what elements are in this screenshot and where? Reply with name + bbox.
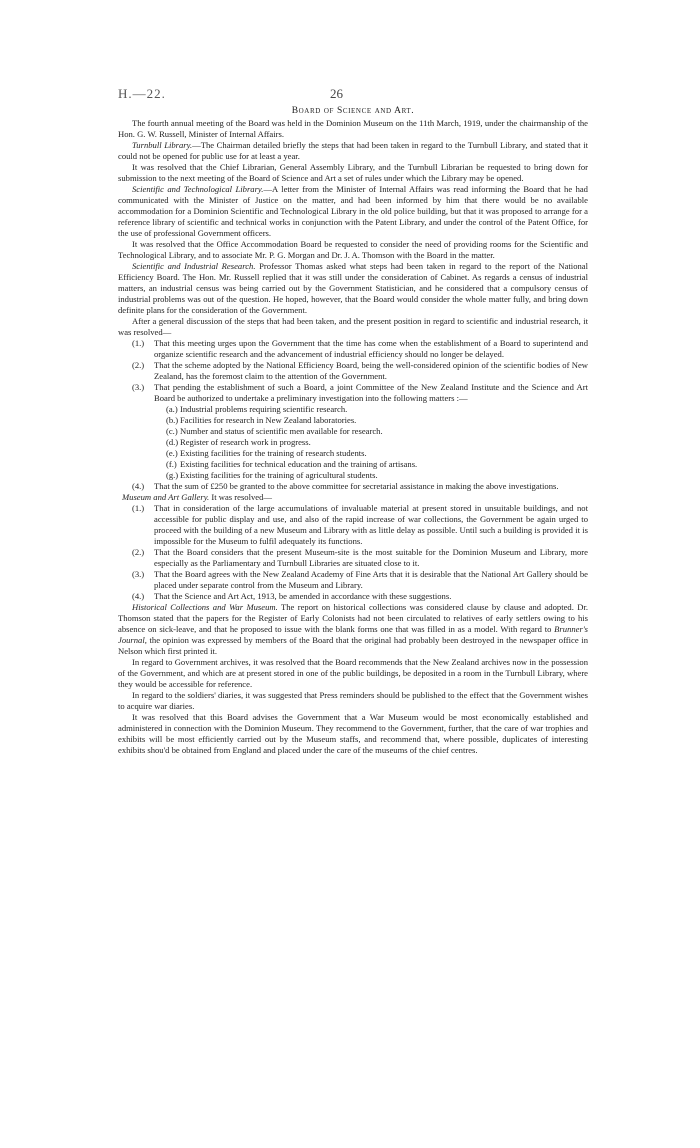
industrial-research-heading: Scientific and Industrial Research. — [132, 261, 256, 271]
item-letter: (e.) — [166, 448, 178, 458]
investigation-matter-item — [118, 470, 588, 481]
research-resolution-item — [118, 360, 588, 382]
investigation-matter-item — [118, 448, 588, 459]
item-text: Register of research work in progress. — [180, 437, 311, 447]
item-number: (4.) — [132, 591, 145, 601]
item-number: (3.) — [132, 569, 145, 579]
museum-resolutions-list — [118, 503, 588, 602]
item-letter: (c.) — [166, 426, 178, 436]
paragraph-accommodation: It was resolved that the Office Accommodation Board be requested to consider the need of providing rooms for the Scientific and Technological Library, and to associate Mr. P. G. Morgan and Dr. J. A. Thomson with the Board in the matter. — [118, 239, 588, 260]
turnbull-library-text: —The Chairman detailed briefly the steps that had been taken in regard to the Turnbull Library, and stated that it could not be opened for public use for at least a year. — [118, 140, 588, 161]
museum-resolution-item — [118, 591, 588, 602]
museum-heading: Museum and Art Gallery. — [122, 492, 210, 502]
investigation-matters-list — [118, 404, 588, 481]
item-text: That the Board agrees with the New Zealand Academy of Fine Arts that it is desirable that the National Art Gallery should be placed under separate control from the Museum and Library. — [154, 569, 588, 590]
item-number: (4.) — [132, 481, 145, 491]
item-number: (1.) — [132, 503, 145, 513]
item-letter: (d.) — [166, 437, 179, 447]
brunners-journal-title: Brunner's Journal — [118, 624, 588, 645]
item-text: Existing facilities for the training of agricultural students. — [180, 470, 378, 480]
paragraph-war-museum: It was resolved that this Board advises the Government that a War Museum would be most economically established and administered in connection with the Dominion Museum. They recommend to the Government, further, that the care of war trophies and exhibits will be most efficiently carried out by the Museum staffs, and recommend that, where possible, duplicates of interesting exhibits shou'd be obtained from England and placed under the care of the museums of the chief centres. — [118, 712, 588, 755]
document-body — [118, 106, 588, 756]
museum-resolution-item — [118, 503, 588, 547]
research-resolution-item — [118, 338, 588, 360]
item-text: Number and status of scientific men available for research. — [180, 426, 383, 436]
museum-intro: It was resolved— — [209, 492, 272, 502]
investigation-matter-item — [118, 459, 588, 470]
item-text: That the scheme adopted by the National Efficiency Board, being the well-considered opinion of the scientific bodies of New Zealand, has the foremost claim to the attention of the Government. — [154, 360, 588, 381]
item-number: (2.) — [132, 547, 145, 557]
section-title: Board of Science and Art. — [291, 106, 415, 116]
historical-collections-text-b: , the opinion was expressed by members of the Board that the original had probably been destroyed in the newspaper office in Nelson which first printed it. — [118, 635, 588, 656]
item-letter: (f.) — [166, 459, 177, 469]
museum-resolution-item — [118, 547, 588, 569]
item-text: That pending the establishment of such a Board, a joint Committee of the New Zealand Institute and the Science and Art Board be authorized to undertake a preliminary investigation into the following matters :— — [154, 382, 588, 403]
item-text: That this meeting urges upon the Government that the time has come when the establishment of a Board to superintend and organize scientific research and the advancement of industrial efficiency should no longer be delayed. — [154, 338, 588, 359]
item-text: That the Science and Art Act, 1913, be amended in accordance with these suggestions. — [154, 591, 452, 601]
paragraph-technological-library — [118, 184, 588, 239]
page-header — [118, 86, 588, 102]
museum-section — [118, 492, 588, 602]
investigation-matter-item — [118, 437, 588, 448]
investigation-matter-item — [118, 426, 588, 437]
museum-heading-line — [118, 492, 588, 503]
item-text: That the Board considers that the present Museum-site is the most suitable for the Dominion Museum and Library, more especially as the Parliamentary and Turnbull Libraries are situated close to it. — [154, 547, 588, 568]
item-number: (3.) — [132, 382, 145, 392]
item-letter: (b.) — [166, 415, 179, 425]
investigation-matter-item — [118, 415, 588, 426]
item-letter: (a.) — [166, 404, 178, 414]
paragraph-historical-collections — [118, 602, 588, 657]
investigation-matter-item — [118, 404, 588, 415]
item-number: (1.) — [132, 338, 145, 348]
item-number: (2.) — [132, 360, 145, 370]
research-resolution-item — [118, 481, 588, 492]
item-text: That in consideration of the large accumulations of invaluable material at present stored in unsuitable buildings, and not accessible for public display and use, and also of the rapid increase of war collections, the Government be again urged to proceed with the building of a new Museum and Library with as little delay as possible. Until such a building is provided it is impossible for the Museum to fulfil adequately its functions. — [154, 503, 588, 546]
research-resolutions-list — [118, 338, 588, 492]
paragraph-archives: In regard to Government archives, it was resolved that the Board recommends that the New Zealand archives now in the possession of the Government, and which are at present stored in one of the public buildings, be deposited in a room in the Turnbull Library, where they would be accessible for reference. — [118, 657, 588, 689]
item-text: Industrial problems requiring scientific research. — [180, 404, 348, 414]
item-text: Facilities for research in New Zealand laboratories. — [180, 415, 357, 425]
paragraph-general-discussion: After a general discussion of the steps that had been taken, and the present position in regard to scientific and industrial research, it was resolved— — [118, 316, 588, 337]
industrial-research-text: Professor Thomas asked what steps had been taken in regard to the report of the National Efficiency Board. The Hon. Mr. Russell replied that it was still under the consideration of Cabinet. As regards a census of industrial matters, an industrial census was being carried out by the Government Statistician, and he considered that a compulsory census of industrial problems was out of the question. He hoped, however, that the Board would consider the whole matter fully, and bring down definite plans for the consideration of the Government. — [118, 261, 588, 315]
paragraph-turnbull-library — [118, 140, 588, 162]
research-resolution-item — [118, 382, 588, 481]
technological-library-text: —A letter from the Minister of Internal Affairs was read informing the Board that he had communicated with the Minister of Justice on the matter, and had been informed by him that there would be no available accommodation for a Dominion Scientific and Technological Library in the old police building, but that it was proposed to arrange for a reference library of scientific and technical works in conjunction with the Patent Library, and under the control of the Patent Office, for the use of professional Government officers. — [118, 184, 588, 238]
item-text: Existing facilities for the training of research students. — [180, 448, 367, 458]
item-text: That the sum of £250 be granted to the above committee for secretarial assistance in making the above investigations. — [154, 481, 559, 491]
paragraph-industrial-research — [118, 261, 588, 316]
item-text: Existing facilities for technical education and the training of artisans. — [180, 459, 418, 469]
page-number: 26 — [330, 86, 343, 101]
document-reference: H.—22. — [118, 86, 166, 101]
paragraph-meeting: The fourth annual meeting of the Board was held in the Dominion Museum on the 11th March, 1919, under the chairmanship of the Hon. G. W. Russell, Minister of Internal Affairs. — [118, 118, 588, 139]
museum-resolution-item — [118, 569, 588, 591]
technological-library-heading: Scientific and Technological Library. — [132, 184, 264, 194]
item-letter: (g.) — [166, 470, 179, 480]
historical-collections-heading: Historical Collections and War Museum. — [132, 602, 278, 612]
turnbull-library-heading: Turnbull Library. — [132, 140, 193, 150]
paragraph-rules-resolution: It was resolved that the Chief Librarian, General Assembly Library, and the Turnbull Librarian be requested to bring down for submission to the next meeting of the Board of Science and Art a set of rules under which the Library may be opened. — [118, 162, 588, 183]
paragraph-soldiers-diaries: In regard to the soldiers' diaries, it was suggested that Press reminders should be published to the effect that the Government wishes to acquire war diaries. — [118, 690, 588, 711]
historical-collections-text-a: The report on historical collections was considered clause by clause and adopted. Dr. Thomson stated that the papers for the Register of Early Colonists had not been circulated to relatives of early settlers owing to his absence on sick-leave, and that he proposed to issue with the blank forms one that was filled in as a model. With regard to — [118, 602, 588, 634]
